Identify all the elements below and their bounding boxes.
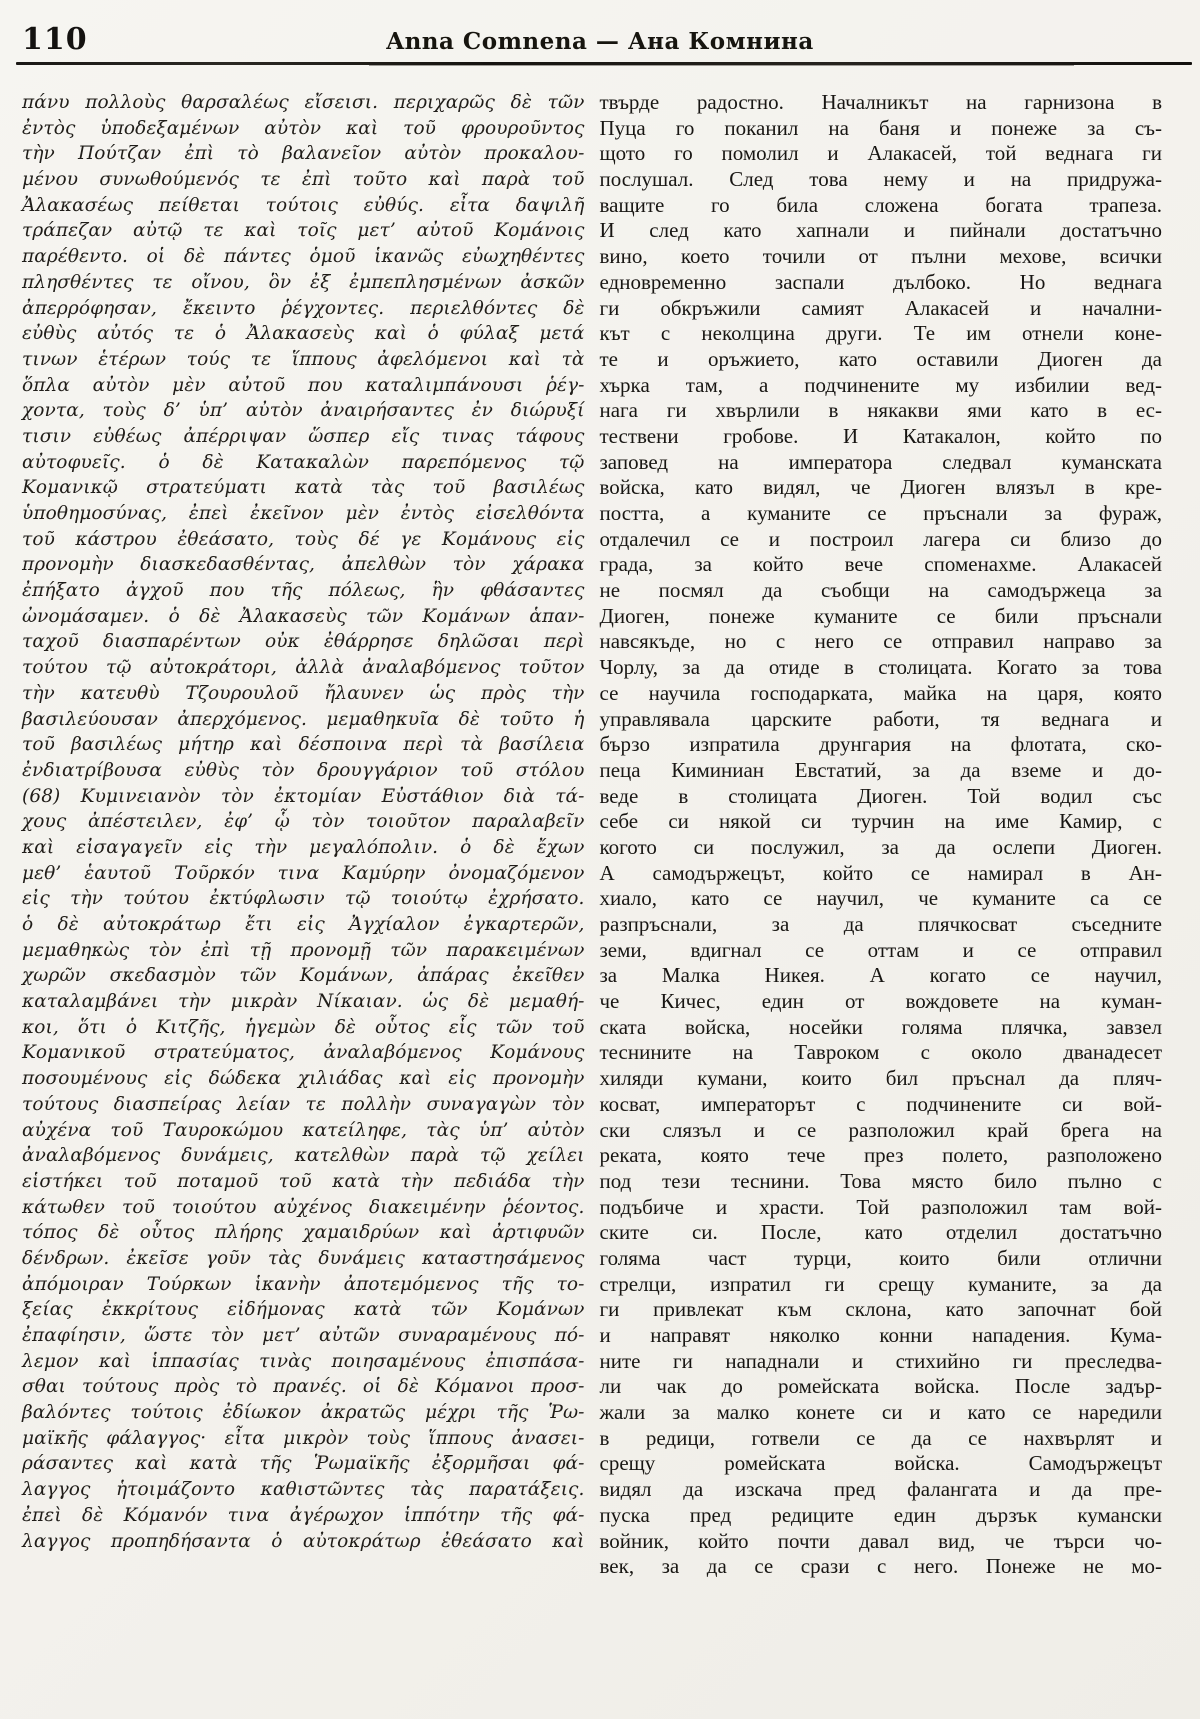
bulgarian-text-line: хиляди кумани, които бил пръснал да пляч- xyxy=(599,1066,1162,1091)
bulgarian-text-line: косват, императорът с подчинените си вой- xyxy=(599,1091,1162,1116)
bulgarian-text-line: теснините на Тавроком с около дванадесет xyxy=(599,1040,1162,1065)
greek-text-line: αὐτοφυεῖς. ὁ δὲ Κατακαλὼν παρεπόμενος τῷ xyxy=(22,451,585,473)
greek-text-line: τούτου τῷ αὐτοκράτορι, ἀλλὰ ἀναλαβόμενος τοῦτον xyxy=(22,657,585,679)
bulgarian-text-line: Диоген, понеже куманите се били пръснали xyxy=(599,603,1162,628)
greek-text-line: τοῦ κάστρου ἐθεάσατο, τοὺς δέ γε Κομάνους εἰς xyxy=(22,528,585,550)
greek-text-column xyxy=(22,90,585,1580)
greek-text-line: παρέθεντο. οἱ δὲ πάντες ὁμοῦ ἱκανῶς εὐωχηθέντες xyxy=(22,246,585,268)
bulgarian-text-line: ските си. После, като отделил достатъчно xyxy=(599,1220,1162,1245)
bulgarian-text-line: земи, вдигнал се оттам и се отправил xyxy=(599,937,1162,962)
greek-text-line: καὶ εἰσαγαγεῖν εἰς τὴν μεγαλόπολιν. ὁ δὲ ἔχων xyxy=(22,836,585,858)
bulgarian-text-line: разпръснали, за да плячкосват съседните xyxy=(599,912,1162,936)
bulgarian-text-line: управлявала царските работи, тя веднага и xyxy=(599,706,1162,731)
bulgarian-text-line: и направят няколко конни нападения. Кума- xyxy=(599,1323,1162,1347)
greek-text-line: δένδρων. ἐκεῖσε γοῦν τὰς δυνάμεις καταστησάμενος xyxy=(22,1247,585,1269)
greek-text-line: πλησθέντες τε οἴνου, ὃν ἐξ ἐμπεπλησμένων ἀσκῶν xyxy=(22,271,585,293)
bulgarian-text-line: за Малка Никея. А когато се научил, xyxy=(599,963,1162,988)
bulgarian-text-line: тествени гробове. И Катакалон, който по xyxy=(599,423,1162,448)
bulgarian-text-line: жали за малко конете си и като се наредили xyxy=(599,1400,1162,1425)
greek-text-line: ἐπεὶ δὲ Κόμανόν τινα ἀγέρωχον ἱππότην τῆς φά- xyxy=(22,1504,585,1526)
bulgarian-text-line: войска, като видял, че Диоген влязъл в кре- xyxy=(599,475,1162,500)
bulgarian-text-line: постта, а куманите се пръснали за фураж, xyxy=(599,501,1162,525)
greek-text-line: ξείας ἐκκρίτους εἰδήμονας κατὰ τῶν Κομάνων xyxy=(22,1299,585,1321)
bulgarian-text-line: А самодържецът, който се намирал в Ан- xyxy=(599,860,1162,885)
greek-text-line: ὠνομάσαμεν. ὁ δὲ Ἀλακασεὺς τῶν Κομάνων ἁπαν- xyxy=(22,605,585,627)
bulgarian-text-line: Пуца го поканил на баня и понеже за съ- xyxy=(599,115,1162,140)
bulgarian-text-line: едновременно заспали дълбоко. Но веднага xyxy=(599,269,1162,294)
greek-text-line: τράπεζαν αὐτῷ τε καὶ τοῖς μετ’ αὐτοῦ Κομάνοις xyxy=(22,220,585,242)
bulgarian-text-line: навсякъде, но с него се отправил направо за xyxy=(599,629,1162,654)
greek-text-line: αὐχένα τοῦ Ταυροκώμου κατείληφε, τὰς ὑπ’ αὐτὸν xyxy=(22,1119,585,1141)
greek-text-line: χωρῶν σκεδασμὸν τῶν Κομάνων, ἀπάρας ἐκεῖθεν xyxy=(22,965,585,987)
bulgarian-text-line: срещу ромейската войска. Самодържецът xyxy=(599,1451,1162,1476)
greek-text-line: ἀπόμοιραν Τούρκων ἱκανὴν ἀποτεμόμενος τῆς το- xyxy=(22,1273,585,1295)
bulgarian-text-line: ската войска, носейки голяма плячка, завзел xyxy=(599,1014,1162,1039)
greek-text-line: προνομὴν διασκεδασθέντας, ἀπελθὼν τὸν χάρακα xyxy=(22,554,585,576)
bulgarian-text-line: И след като хапнали и пийнали достатъчно xyxy=(599,218,1162,243)
bulgarian-text-line: ли чак до ромейската войска. После задър- xyxy=(599,1374,1162,1399)
bulgarian-text-line: подъбиче и храсти. Той разположил там вой- xyxy=(599,1194,1162,1219)
bulgarian-text-line: ски слязъл и се разположил край брега на xyxy=(599,1117,1162,1142)
greek-text-line: κοι, ὅτι ὁ Κιτζῆς, ἡγεμὼν δὲ οὗτος εἷς τῶν τοῦ xyxy=(22,1016,585,1038)
greek-text-line: εὐθὺς αὐτός τε ὁ Ἀλακασεὺς καὶ ὁ φύλαξ μετά xyxy=(22,323,585,345)
bulgarian-text-line: войник, който почти давал вид, че търси чо- xyxy=(599,1528,1162,1553)
greek-text-line: Κομανικῷ στρατεύματι κατὰ τὰς τοῦ βασιλέως xyxy=(22,477,585,499)
bulgarian-text-column xyxy=(600,90,1163,1580)
greek-text-line: βασιλεύουσαν ἀπερχόμενος. μεμαθηκυῖα δὲ τοῦτο ἡ xyxy=(22,708,585,730)
page-header xyxy=(0,0,1200,70)
greek-text-line: ὑποθημοσύνας, ἐπεὶ ἐκεῖνον μὲν ἐντὸς εἰσελθόντα xyxy=(22,503,585,524)
greek-text-line: κάτωθεν τοῦ τοιούτου αὐχένος διακειμένην ῥέοντος. xyxy=(22,1196,585,1218)
bulgarian-text-line: се научила господарката, майка на царя, която xyxy=(599,680,1162,705)
bulgarian-text-line: града, за който вече споменахме. Алакасей xyxy=(599,552,1162,577)
greek-text-line: τὴν κατευθὺ Τζουρουλοῦ ἤλαυνεν ὡς πρὸς τὴν xyxy=(22,682,585,704)
bulgarian-text-line: хиало, като се научил, че куманите са се xyxy=(599,886,1162,911)
greek-text-line: Κομανικοῦ στρατεύματος, ἀναλαβόμενος Κομάνους xyxy=(22,1042,585,1064)
greek-text-line: λεμον καὶ ἱππασίας τινὰς ποιησαμένους ἐπισπάσα- xyxy=(22,1350,585,1372)
greek-text-line: χους ἀπέστειλεν, ἐφ’ ᾧ τὸν τοιοῦτον παραλαβεῖν xyxy=(22,811,585,833)
greek-text-line: σθαι τούτους πρὸς τὸ πρανές. οἱ δὲ Κόμανοι προσ- xyxy=(22,1376,585,1398)
greek-text-line: (68) Κυμινειανὸν τὸν ἐκτομίαν Εὐστάθιον διὰ τά- xyxy=(22,785,585,807)
bulgarian-text-line: голяма част турци, които били отлични xyxy=(599,1245,1162,1270)
bulgarian-text-line: веде в столицата Диоген. Той водил със xyxy=(599,783,1162,808)
greek-text-line: ταχοῦ διασπαρέντων οὐκ ἐθάρρησε δηλῶσαι περὶ xyxy=(22,631,585,653)
bulgarian-text-line: стрелци, изпратил ги срещу куманите, за да xyxy=(599,1271,1162,1296)
bulgarian-text-line: видял да изскача пред фалангата и да пре- xyxy=(599,1477,1162,1502)
text-columns xyxy=(22,90,1162,1580)
bulgarian-text-line: че Кичес, един от вождовете на куман- xyxy=(599,989,1162,1014)
bulgarian-text-line: бързо изпратила друнгария на флотата, ско- xyxy=(599,732,1162,757)
bulgarian-text-line: пуска пред редиците един дързък кумански xyxy=(599,1502,1162,1527)
greek-text-line: εἰς τὴν τούτου ἐκτύφλωσιν τῷ τοιούτῳ ἐχρήσατο. xyxy=(22,888,585,910)
bulgarian-text-line: Чорлу, за да отиде в столицата. Когато за това xyxy=(599,655,1162,680)
bulgarian-text-line: не посмял да съобщи на самодържеца за xyxy=(599,578,1162,603)
running-head-title: Anna Comnena — Ана Комнина xyxy=(386,28,814,55)
greek-text-line: Ἀλακασέως πείθεται τούτοις εὐθύς. εἶτα δαψιλῆ xyxy=(22,194,585,216)
greek-text-line: ὁ δὲ αὐτοκράτωρ ἔτι εἰς Ἀγχίαλον ἐγκαρτερῶν, xyxy=(22,914,585,935)
bulgarian-text-line: щото го помолил и Алакасей, той веднага ги xyxy=(599,141,1162,166)
greek-text-line: ράσαντες καὶ κατὰ τῆς Ῥωμαϊκῆς ἐξορμῆσαι φά- xyxy=(22,1453,585,1475)
bulgarian-text-line: нага ги хвърлили в някакви ями като в ес- xyxy=(599,398,1162,423)
bulgarian-text-line: под тези теснини. Това място било пълно с xyxy=(599,1168,1162,1193)
bulgarian-text-line: ните ги нападнали и стихийно ги преследва- xyxy=(599,1348,1162,1373)
bulgarian-text-line: кът с неколцина други. Те им отнели коне- xyxy=(599,321,1162,346)
greek-text-line: χοντα, τοὺς δ’ ὑπ’ αὐτὸν ἀναιρήσαντες ἐν διώρυξί xyxy=(22,400,585,422)
greek-text-line: ἀναλαβόμενος δυνάμεις, κατελθὼν παρὰ τῷ χείλει xyxy=(22,1145,585,1167)
greek-text-line: τινων ἑτέρων τούς τε ἵππους ἀφελόμενοι καὶ τὰ xyxy=(22,348,585,370)
bulgarian-text-line: ващите го била сложена богата трапеза. xyxy=(599,192,1162,217)
greek-text-line: ἐντὸς ὑποδεξαμένων αὐτὸν καὶ τοῦ φρουροῦντος xyxy=(22,117,585,139)
greek-text-line: πάνυ πολλοὺς θαρσαλέως εἴσεισι. περιχαρῶς δὲ τῶν xyxy=(22,92,585,113)
greek-text-line: καταλαμβάνει τὴν μικρὰν Νίκαιαν. ὡς δὲ μεμαθή- xyxy=(22,991,585,1013)
greek-text-line: ἐνδιατρίβουσα εὐθὺς τὸν δρουγγάριον τοῦ στόλου xyxy=(22,759,585,781)
greek-text-line: ἀπερρόφησαν, ἔκειντο ῥέγχοντες. περιελθόντες δὲ xyxy=(22,297,585,319)
bulgarian-text-line: пеца Киминиан Евстатий, за да вземе и до- xyxy=(599,757,1162,782)
greek-text-line: ἐπαφίησιν, ὥστε τὸν μετ’ αὐτῶν συναραμένους πό- xyxy=(22,1325,585,1346)
greek-text-line: λαγγος προπηδήσαντα ὁ αὐτοκράτωρ ἐθεάσατο καὶ xyxy=(22,1530,585,1552)
greek-text-line: τισιν εὐθέως ἀπέρριψαν ὥσπερ εἴς τινας τάφους xyxy=(22,425,585,447)
greek-text-line: μεμαθηκὼς τὸν ἐπὶ τῇ προνομῇ τῶν παρακειμένων xyxy=(22,939,585,961)
bulgarian-text-line: ги привлекат към склона, като започнат бой xyxy=(599,1297,1162,1322)
header-rule xyxy=(16,62,1192,65)
greek-text-line: μαϊκῆς φάλαγγος· εἶτα μικρὸν τοὺς ἵππους ἀνασει- xyxy=(22,1427,585,1449)
bulgarian-text-line: вино, което точили от пълни мехове, всички xyxy=(599,244,1162,269)
greek-text-line: τὴν Πούτζαν ἐπὶ τὸ βαλανεῖον αὐτὸν προκαλου- xyxy=(22,143,585,165)
bulgarian-text-line: твърде радостно. Началникът на гарнизона в xyxy=(599,90,1162,114)
bulgarian-text-line: хърка там, а подчинените му избилии вед- xyxy=(599,372,1162,397)
greek-text-line: τούτους διασπείρας λείαν τε πολλὴν συναγαγὼν τὸν xyxy=(22,1093,585,1115)
bulgarian-text-line: те и оръжието, като оставили Диоген да xyxy=(599,346,1162,371)
greek-text-line: λαγγος ἡτοιμάζοντο καθιστῶντες τὰς παρατάξεις. xyxy=(22,1479,585,1501)
bulgarian-text-line: ги обкръжили самият Алакасей и начални- xyxy=(599,295,1162,320)
greek-text-line: ὅπλα αὐτὸν μὲν αὐτοῦ που καταλιμπάνουσι ῥέγ- xyxy=(22,374,585,396)
bulgarian-text-line: когото си послужил, за да ослепи Диоген. xyxy=(599,834,1162,859)
bulgarian-text-line: в редици, готвели се да се нахвърлят и xyxy=(599,1425,1162,1450)
greek-text-line: μένου συνωθούμενός τε ἐπὶ τοῦτο καὶ παρὰ τοῦ xyxy=(22,169,585,191)
greek-text-line: ποσουμένους εἰς δώδεκα χιλιάδας καὶ εἰς προνομὴν xyxy=(22,1068,585,1090)
bulgarian-text-line: себе си някой си турчин на име Камир, с xyxy=(599,809,1162,834)
greek-text-line: βαλόντες τούτοις ἐδίωκον ἀκρατῶς μέχρι τῆς Ῥω- xyxy=(22,1402,585,1424)
page-number: 110 xyxy=(22,22,88,57)
bulgarian-text-line: заповед на императора следвал куманската xyxy=(599,449,1162,474)
greek-text-line: τόπος δὲ οὗτος πλήρης χαμαιδρύων καὶ ἀρτιφυῶν xyxy=(22,1222,585,1244)
greek-text-line: ἐπήξατο ἀγχοῦ που τῆς πόλεως, ἣν φθάσαντες xyxy=(22,580,585,602)
bulgarian-text-line: послушал. След това нему и на придружа- xyxy=(599,167,1162,192)
greek-text-line: μεθ’ ἑαυτοῦ Τοῦρκόν τινα Καμύρην ὀνομαζόμενον xyxy=(22,862,585,884)
greek-text-line: τοῦ βασιλέως μήτηρ καὶ δέσποινα περὶ τὰ βασίλεια xyxy=(22,734,585,756)
bulgarian-text-line: век, за да се срази с него. Понеже не мо- xyxy=(599,1554,1162,1579)
bulgarian-text-line: отдалечил се и построил лагера си близо до xyxy=(599,526,1162,551)
bulgarian-text-line: реката, която тече през полето, разположено xyxy=(599,1143,1162,1168)
greek-text-line: εἱστήκει τοῦ ποταμοῦ τοῦ κατὰ τὴν πεδιάδα τὴν xyxy=(22,1170,585,1192)
